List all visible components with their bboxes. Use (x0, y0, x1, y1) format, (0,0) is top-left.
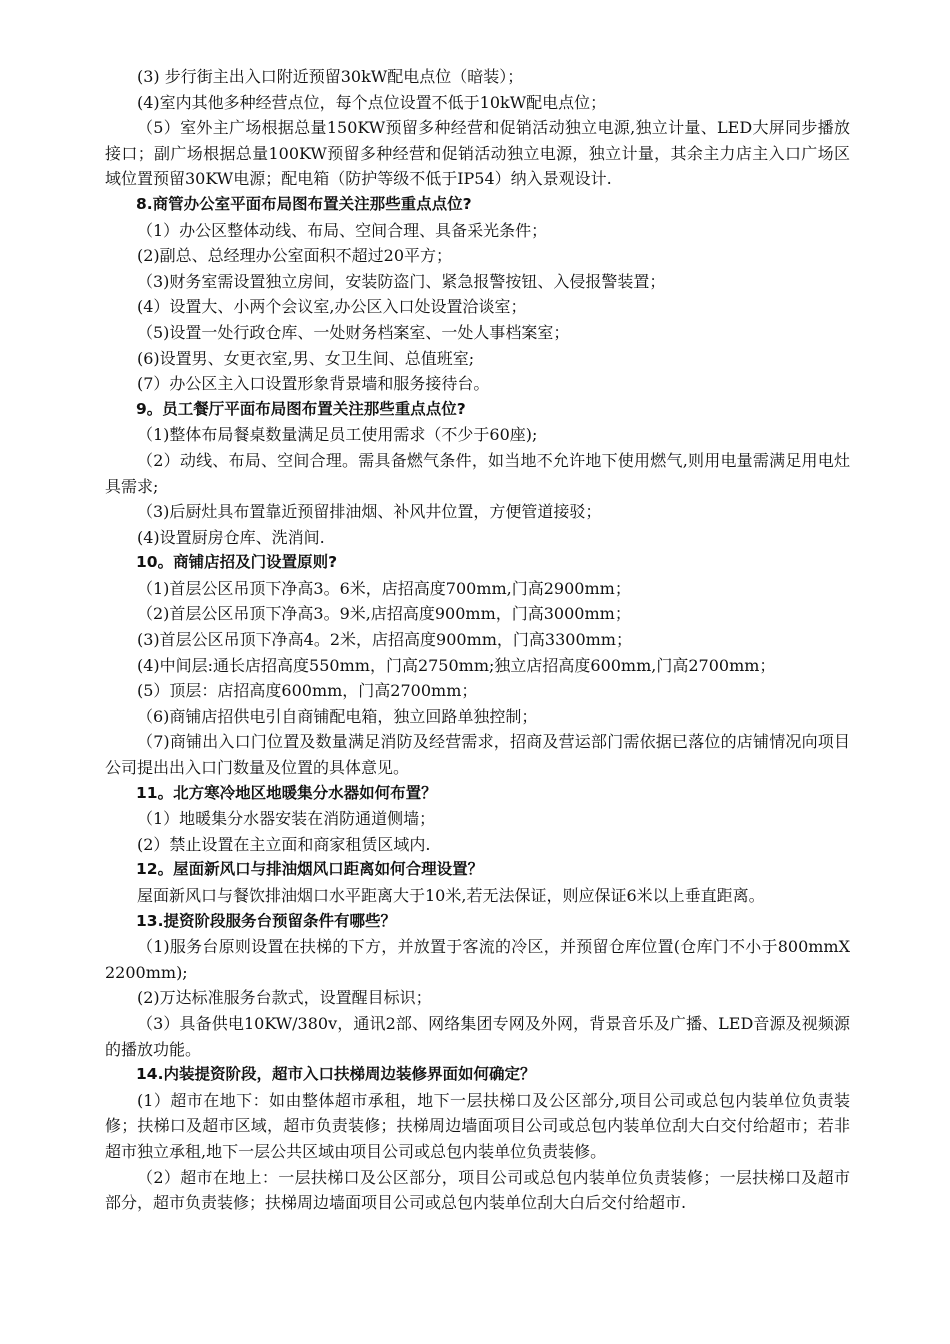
section-8-item-2: (2)副总、总经理办公室面积不超过20平方； (137, 246, 453, 266)
section-10-item-5: (5）顶层：店招高度600mm，门高2700mm； (137, 681, 478, 701)
section-11-item-1: （1）地暖集分水器安装在消防通道侧墙； (137, 809, 436, 829)
item-3-power-point: (3) 步行街主出入口附近预留30kW配电点位（暗装）； (137, 67, 524, 86)
section-9-item-4: (4)设置厨房仓库、洗消间. (137, 527, 325, 547)
section-9-item-1: （1)整体布局餐桌数量满足员工使用需求（不少于60座); (137, 425, 538, 445)
section-10-item-4: (4)中间层:通长店招高度550mm，门高2750mm;独立店招高度600mm,门高2700mm； (137, 655, 776, 675)
section-12-body: 屋面新风口与餐饮排油烟口水平距离大于10米,若无法保证，则应保证6米以上垂直距离。 (137, 886, 765, 905)
section-10-item-1: （1)首层公区吊顶下净高3。6米，店招高度700mm,门高2900mm； (137, 578, 631, 598)
section-9-item-2: （2）动线、布局、空间合理。需具备燃气条件，如当地不允许地下使用燃气,则用电量需满足用电灶具需求; (105, 450, 850, 496)
section-8-item-3: （3)财务室需设置独立房间，安装防盗门、紧急报警按钮、入侵报警装置； (137, 271, 666, 291)
document-page (105, 64, 850, 1216)
section-14-item-1: (1）超市在地下：如由整体超市承租，地下一层扶梯口及公区部分,项目公司或总包内装单位负责装修；扶梯口及超市区域，超市负责装修；扶梯周边墙面项目公司或总包内装单位刮大白交付给超市；若非超市独立承租,地下一层公共区域由项目公司或总包内装单位负责装修。 (105, 1090, 850, 1161)
section-12-heading: 12。屋面新风口与排油烟风口距离如何合理设置？ (136, 860, 484, 879)
section-13-item-2: (2)万达标准服务台款式，设置醒目标识； (137, 988, 432, 1008)
section-11-item-2: (2）禁止设置在主立面和商家租赁区域内. (137, 834, 431, 854)
section-10-item-6: （6)商铺店招供电引自商铺配电箱，独立回路单独控制； (137, 706, 538, 726)
section-8-item-4: (4）设置大、小两个会议室,办公区入口处设置洽谈室； (137, 297, 527, 317)
item-4-indoor-points: (4)室内其他多种经营点位，每个点位设置不低于10kW配电点位； (137, 92, 607, 112)
section-8-item-6: (6)设置男、女更衣室,男、女卫生间、总值班室; (137, 348, 475, 368)
item-5-outdoor-plaza: （5）室外主广场根据总量150KW预留多种经营和促销活动独立电源,独立计量、LED大屏同步播放接口；副广场根据总量100KW预留多种经营和促销活动独立电源，独立计量，其余主力店主入口广场区域位置预留30KW电源；配电箱（防护等级不低于IP54）纳入景观设计. (105, 118, 850, 189)
section-10-item-2: （2)首层公区吊顶下净高3。9米,店招高度900mm，门高3000mm； (137, 604, 631, 624)
section-8-item-7: (7）办公区主入口设置形象背景墙和服务接待台。 (137, 374, 490, 394)
section-10-item-7: （7)商铺出入口门位置及数量满足消防及经营需求，招商及营运部门需依据已落位的店铺情况向项目公司提出出入口门数量及位置的具体意见。 (105, 732, 850, 778)
section-10-heading: 10。商铺店招及门设置原则? (136, 553, 338, 572)
section-13-item-1: （1)服务台原则设置在扶梯的下方，并放置于客流的冷区，并预留仓库位置(仓库门不小于800mmX2200mm); (105, 937, 850, 982)
section-13-item-3: （3）具备供电10KW/380v，通讯2部、网络集团专网及外网，背景音乐及广播、LED音源及视频源的播放功能。 (105, 1013, 850, 1059)
section-9-heading: 9。员工餐厅平面布局图布置关注那些重点点位? (136, 399, 466, 418)
section-11-heading: 11。北方寒冷地区地暖集分水器如何布置？ (136, 783, 437, 802)
section-10-item-3: (3)首层公区吊顶下净高4。2米，店招高度900mm，门高3300mm； (137, 630, 632, 650)
section-8-heading: 8.商管办公室平面布局图布置关注那些重点点位? (136, 194, 472, 213)
section-8-item-5: （5)设置一处行政仓库、一处财务档案室、一处人事档案室； (137, 322, 570, 342)
section-8-item-1: （1）办公区整体动线、布局、空间合理、具备采光条件； (137, 220, 548, 240)
section-14-heading: 14.内装提资阶段，超市入口扶梯周边装修界面如何确定？ (136, 1065, 536, 1084)
section-14-item-2: （2）超市在地上：一层扶梯口及公区部分，项目公司或总包内装单位负责装修；一层扶梯口及超市部分，超市负责装修；扶梯周边墙面项目公司或总包内装单位刮大白后交付给超市. (105, 1167, 850, 1213)
section-9-item-3: （3)后厨灶具布置靠近预留排油烟、补风井位置，方便管道接驳； (137, 502, 602, 522)
section-13-heading: 13.提资阶段服务台预留条件有哪些？ (136, 911, 396, 930)
